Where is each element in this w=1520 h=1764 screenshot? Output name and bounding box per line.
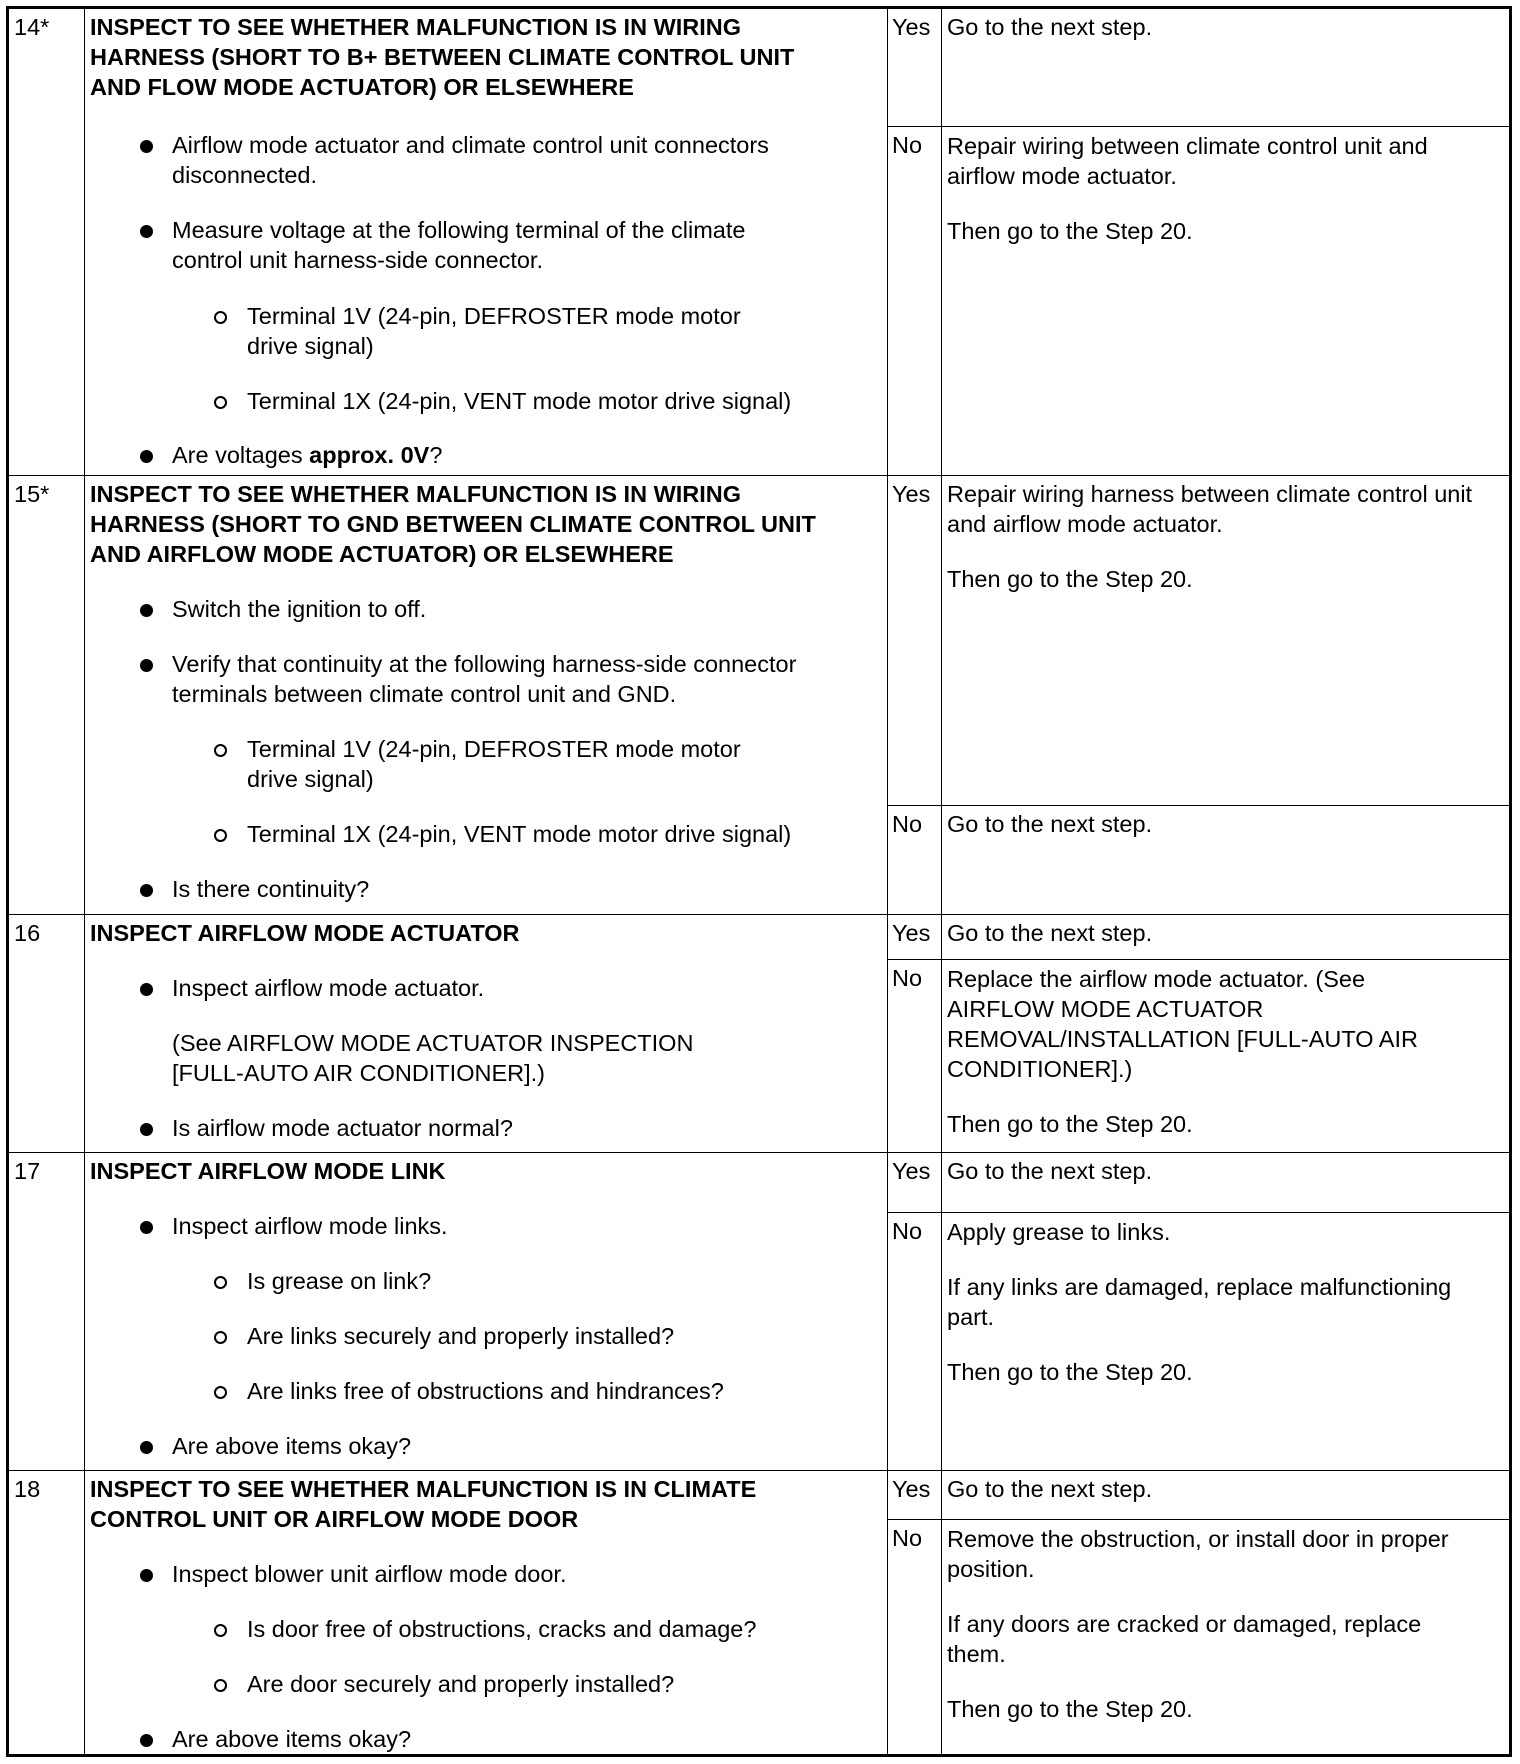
no-result: Apply grease to links. <box>947 1219 1171 1245</box>
bullet-icon <box>140 1441 153 1454</box>
no-result: position. <box>947 1556 1035 1582</box>
list-item: Switch the ignition to off. <box>172 596 427 622</box>
sub-bullet-icon <box>214 829 227 842</box>
no-result: airflow mode actuator. <box>947 163 1177 189</box>
step-title-line: AND FLOW MODE ACTUATOR) OR ELSEWHERE <box>90 74 634 100</box>
no-result: them. <box>947 1641 1006 1667</box>
list-item: Airflow mode actuator and climate control unit connectors <box>172 132 769 158</box>
sub-list-item: Is grease on link? <box>247 1268 432 1294</box>
list-item-note: [FULL-AUTO AIR CONDITIONER].) <box>172 1060 545 1086</box>
no-result: If any doors are cracked or damaged, replace <box>947 1611 1422 1637</box>
step-row-17 <box>9 1153 1509 1471</box>
sub-list-item: Is door free of obstructions, cracks and damage? <box>247 1616 757 1642</box>
yes-label: Yes <box>892 1476 931 1502</box>
bullet-icon <box>140 884 153 897</box>
divider <box>888 126 1509 127</box>
yes-result: Go to the next step. <box>947 1158 1153 1184</box>
list-item: control unit harness-side connector. <box>172 247 543 273</box>
list-item-question: Is there continuity? <box>172 876 370 902</box>
bullet-icon <box>140 1123 153 1136</box>
yes-result: Then go to the Step 20. <box>947 566 1193 592</box>
sub-list-item: Terminal 1V (24-pin, DEFROSTER mode motor <box>247 736 741 762</box>
no-result: AIRFLOW MODE ACTUATOR <box>947 996 1264 1022</box>
yes-result: Repair wiring harness between climate control unit <box>947 481 1473 507</box>
step-title-line: INSPECT TO SEE WHETHER MALFUNCTION IS IN WIRING <box>90 14 742 40</box>
list-item-question: Are above items okay? <box>172 1726 412 1752</box>
no-label: No <box>892 1525 923 1551</box>
step-title-line: INSPECT AIRFLOW MODE LINK <box>90 1158 446 1184</box>
step-row-15 <box>9 476 1509 915</box>
no-result: Remove the obstruction, or install door in proper <box>947 1526 1449 1552</box>
step-row-16 <box>9 915 1509 1153</box>
list-item: Inspect airflow mode links. <box>172 1213 448 1239</box>
divider <box>888 1519 1509 1520</box>
list-item-question: Are voltages approx. 0V? <box>172 442 443 468</box>
sub-bullet-icon <box>214 1276 227 1289</box>
sub-bullet-icon <box>214 1331 227 1344</box>
list-item: terminals between climate control unit and GND. <box>172 681 677 707</box>
sub-bullet-icon <box>214 1679 227 1692</box>
step-row-14 <box>9 9 1509 476</box>
list-item: disconnected. <box>172 162 318 188</box>
yes-result: Go to the next step. <box>947 14 1153 40</box>
list-item: Verify that continuity at the following harness-side connector <box>172 651 797 677</box>
bullet-icon <box>140 1221 153 1234</box>
no-result: Go to the next step. <box>947 811 1153 837</box>
bullet-icon <box>140 450 153 463</box>
sub-list-item: Are links securely and properly installed? <box>247 1323 675 1349</box>
sub-list-item: Terminal 1X (24-pin, VENT mode motor drive signal) <box>247 388 792 414</box>
step-number: 15* <box>14 481 50 507</box>
step-title-line: HARNESS (SHORT TO B+ BETWEEN CLIMATE CONTROL UNIT <box>90 44 795 70</box>
bullet-icon <box>140 225 153 238</box>
bullet-icon <box>140 604 153 617</box>
yes-result: and airflow mode actuator. <box>947 511 1223 537</box>
step-number: 14* <box>14 14 50 40</box>
yes-label: Yes <box>892 920 931 946</box>
step-title-line: CONTROL UNIT OR AIRFLOW MODE DOOR <box>90 1506 579 1532</box>
step-title-line: INSPECT AIRFLOW MODE ACTUATOR <box>90 920 520 946</box>
no-result: Then go to the Step 20. <box>947 1359 1193 1385</box>
sub-bullet-icon <box>214 311 227 324</box>
divider <box>888 959 1509 960</box>
no-result: Repair wiring between climate control unit and <box>947 133 1428 159</box>
no-result: Then go to the Step 20. <box>947 1111 1193 1137</box>
yes-result: Go to the next step. <box>947 1476 1153 1502</box>
divider <box>888 1212 1509 1213</box>
no-result: REMOVAL/INSTALLATION [FULL-AUTO AIR <box>947 1026 1418 1052</box>
sub-bullet-icon <box>214 1386 227 1399</box>
sub-bullet-icon <box>214 396 227 409</box>
bullet-icon <box>140 659 153 672</box>
no-label: No <box>892 132 923 158</box>
step-title-line: AND AIRFLOW MODE ACTUATOR) OR ELSEWHERE <box>90 541 674 567</box>
yes-result: Go to the next step. <box>947 920 1153 946</box>
bullet-icon <box>140 983 153 996</box>
bullet-icon <box>140 1734 153 1747</box>
step-row-18 <box>9 1471 1509 1754</box>
sub-list-item: Are door securely and properly installed? <box>247 1671 675 1697</box>
step-number: 16 <box>14 920 41 946</box>
list-item-note: (See AIRFLOW MODE ACTUATOR INSPECTION <box>172 1030 694 1056</box>
sub-list-item: Terminal 1X (24-pin, VENT mode motor drive signal) <box>247 821 792 847</box>
bullet-icon <box>140 140 153 153</box>
divider <box>888 805 1509 806</box>
list-item: Measure voltage at the following terminal of the climate <box>172 217 746 243</box>
no-result: part. <box>947 1304 995 1330</box>
no-label: No <box>892 811 923 837</box>
sub-bullet-icon <box>214 1624 227 1637</box>
no-result: Replace the airflow mode actuator. (See <box>947 966 1366 992</box>
step-title-line: INSPECT TO SEE WHETHER MALFUNCTION IS IN CLIMATE <box>90 1476 757 1502</box>
bullet-icon <box>140 1569 153 1582</box>
no-result: Then go to the Step 20. <box>947 218 1193 244</box>
sub-list-item: drive signal) <box>247 333 374 359</box>
list-item-question: Is airflow mode actuator normal? <box>172 1115 513 1141</box>
no-result: If any links are damaged, replace malfunctioning <box>947 1274 1452 1300</box>
no-result: CONDITIONER].) <box>947 1056 1133 1082</box>
yes-label: Yes <box>892 1158 931 1184</box>
list-item: Inspect airflow mode actuator. <box>172 975 485 1001</box>
no-result: Then go to the Step 20. <box>947 1696 1193 1722</box>
step-number: 17 <box>14 1158 41 1184</box>
troubleshooting-table <box>6 6 1512 1757</box>
yes-label: Yes <box>892 14 931 40</box>
no-label: No <box>892 965 923 991</box>
sub-list-item: Terminal 1V (24-pin, DEFROSTER mode motor <box>247 303 741 329</box>
sub-list-item: drive signal) <box>247 766 374 792</box>
yes-label: Yes <box>892 481 931 507</box>
list-item: Inspect blower unit airflow mode door. <box>172 1561 567 1587</box>
no-label: No <box>892 1218 923 1244</box>
sub-list-item: Are links free of obstructions and hindrances? <box>247 1378 724 1404</box>
list-item-question: Are above items okay? <box>172 1433 412 1459</box>
sub-bullet-icon <box>214 744 227 757</box>
step-title-line: INSPECT TO SEE WHETHER MALFUNCTION IS IN WIRING <box>90 481 742 507</box>
step-number: 18 <box>14 1476 41 1502</box>
step-title-line: HARNESS (SHORT TO GND BETWEEN CLIMATE CONTROL UNIT <box>90 511 816 537</box>
